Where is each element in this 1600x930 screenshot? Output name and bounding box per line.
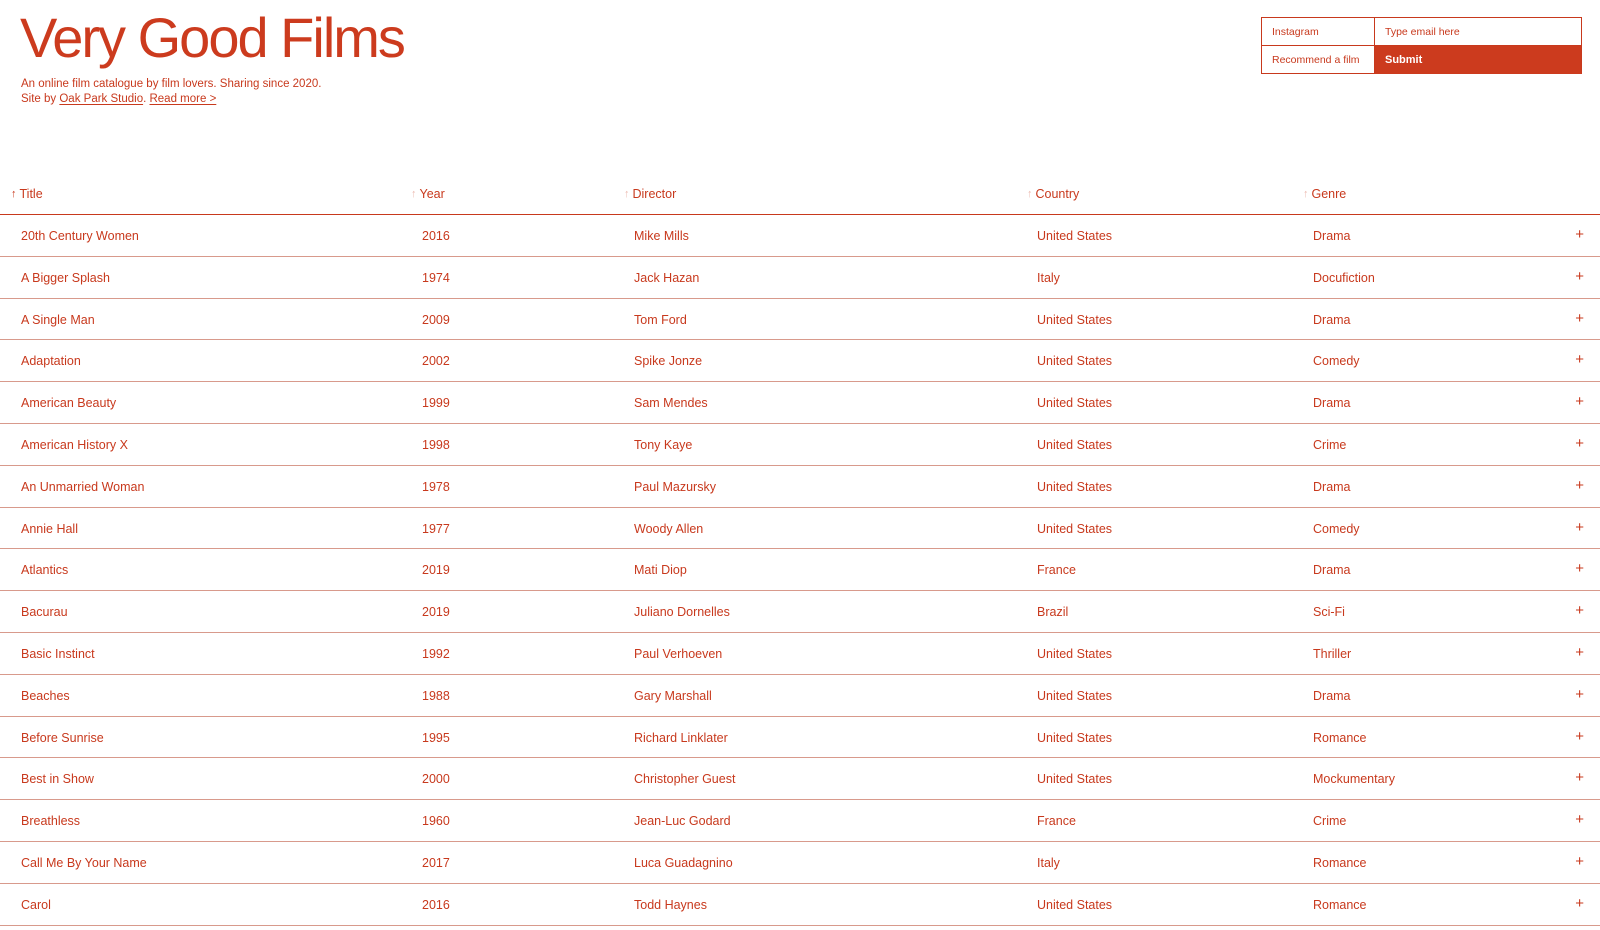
cell-genre: Sci-Fi	[1313, 605, 1345, 620]
cell-title: A Bigger Splash	[21, 270, 110, 285]
oak-park-studio-link[interactable]: Oak Park Studio	[59, 93, 144, 105]
cell-director: Todd Haynes	[634, 897, 707, 912]
cell-title: Atlantics	[21, 563, 69, 578]
expand-plus-icon[interactable]: +	[1575, 811, 1584, 829]
cell-title: Basic Instinct	[21, 646, 95, 661]
cell-year: 1998	[422, 437, 450, 452]
cell-genre: Mockumentary	[1313, 772, 1395, 787]
table-row[interactable]	[0, 758, 1600, 800]
cell-director: Luca Guadagnino	[634, 855, 733, 870]
cell-country: United States	[1037, 730, 1113, 745]
table-header	[0, 173, 1600, 215]
cell-year: 1978	[422, 479, 450, 494]
recommend-film-label: Recommend a film	[1262, 46, 1375, 74]
cell-genre: Drama	[1313, 229, 1351, 243]
cell-director: Tom Ford	[634, 312, 687, 327]
expand-plus-icon[interactable]: +	[1575, 643, 1584, 661]
cell-title: Bacurau	[21, 605, 68, 620]
instagram-link[interactable]: Instagram	[1262, 18, 1375, 46]
cell-country: United States	[1037, 354, 1113, 369]
cell-director: Juliano Dornelles	[634, 605, 730, 620]
expand-plus-icon[interactable]: +	[1575, 769, 1584, 787]
cell-country: France	[1037, 814, 1076, 829]
cell-country: United States	[1037, 479, 1113, 494]
cell-director: Richard Linklater	[634, 730, 728, 745]
table-row[interactable]	[0, 549, 1600, 591]
credit-prefix: Site by	[21, 93, 60, 105]
cell-country: United States	[1037, 521, 1113, 536]
sort-arrow-icon: ↑	[1303, 188, 1309, 200]
cell-title: Carol	[21, 897, 51, 912]
cell-year: 2016	[422, 229, 450, 243]
column-header-genre[interactable]	[1303, 187, 1346, 201]
column-header-country[interactable]	[1027, 187, 1079, 201]
cell-country: United States	[1037, 897, 1113, 912]
sort-arrow-icon: ↑	[624, 188, 630, 200]
cell-country: Italy	[1037, 855, 1060, 870]
cell-director: Christopher Guest	[634, 772, 736, 787]
email-input[interactable]	[1375, 18, 1581, 46]
cell-country: United States	[1037, 688, 1113, 703]
expand-plus-icon[interactable]: +	[1575, 434, 1584, 452]
cell-genre: Drama	[1313, 312, 1351, 327]
column-header-label: Year	[419, 187, 445, 201]
cell-title: Best in Show	[21, 772, 94, 787]
column-header-label: Country	[1035, 187, 1080, 201]
table-row[interactable]	[0, 340, 1600, 382]
table-row[interactable]	[0, 633, 1600, 675]
table-row[interactable]	[0, 717, 1600, 759]
cell-director: Spike Jonze	[634, 354, 703, 369]
cell-title: Breathless	[21, 814, 81, 829]
column-header-label: Title	[19, 187, 43, 201]
cell-year: 1960	[422, 814, 450, 829]
cell-country: United States	[1037, 646, 1113, 661]
cell-country: France	[1037, 563, 1076, 578]
expand-plus-icon[interactable]: +	[1575, 602, 1584, 620]
cell-title: A Single Man	[21, 312, 95, 327]
cell-title: American Beauty	[21, 396, 117, 411]
submit-button[interactable]: Submit	[1375, 46, 1581, 74]
table-row[interactable]	[0, 466, 1600, 508]
credit-separator: .	[143, 93, 150, 105]
cell-genre: Romance	[1313, 855, 1367, 870]
table-row[interactable]	[0, 508, 1600, 550]
column-header-year[interactable]	[411, 187, 445, 201]
cell-country: United States	[1037, 772, 1113, 787]
cell-director: Paul Verhoeven	[634, 646, 723, 661]
expand-plus-icon[interactable]: +	[1575, 727, 1584, 745]
cell-genre: Comedy	[1313, 521, 1360, 536]
column-header-director[interactable]	[624, 187, 676, 201]
cell-title: American History X	[21, 437, 128, 452]
column-header-label: Genre	[1311, 187, 1347, 201]
cell-genre: Romance	[1313, 730, 1367, 745]
cell-title: Adaptation	[21, 354, 81, 369]
cell-year: 2009	[422, 312, 450, 327]
cell-year: 2016	[422, 897, 450, 912]
expand-plus-icon[interactable]: +	[1575, 685, 1584, 703]
sort-arrow-icon: ↑	[1027, 188, 1033, 200]
table-row[interactable]	[0, 257, 1600, 299]
expand-plus-icon[interactable]: +	[1575, 894, 1584, 912]
cell-year: 1995	[422, 730, 450, 745]
cell-title: Beaches	[21, 688, 70, 703]
column-header-label: Director	[632, 187, 677, 201]
cell-title: 20th Century Women	[21, 229, 139, 243]
cell-director: Jean-Luc Godard	[634, 814, 731, 829]
expand-plus-icon[interactable]: +	[1575, 852, 1584, 870]
tagline-text: An online film catalogue by film lovers. Sharing since 2020.	[21, 78, 322, 90]
expand-plus-icon[interactable]: +	[1575, 309, 1584, 327]
cell-country: United States	[1037, 229, 1113, 243]
cell-year: 1999	[422, 396, 450, 411]
table-row[interactable]	[0, 800, 1600, 842]
cell-year: 2017	[422, 855, 450, 870]
cell-genre: Drama	[1313, 688, 1351, 703]
site-title: Very Good Films	[20, 6, 404, 69]
table-row[interactable]	[0, 884, 1600, 926]
table-row[interactable]	[0, 675, 1600, 717]
table-row[interactable]	[0, 299, 1600, 341]
cell-country: United States	[1037, 312, 1113, 327]
films-table	[0, 173, 1600, 926]
credit-line	[21, 92, 321, 107]
cell-director: Woody Allen	[634, 521, 704, 536]
sort-arrow-icon: ↑	[11, 188, 17, 200]
expand-plus-icon[interactable]: +	[1575, 226, 1584, 243]
cell-year: 2002	[422, 354, 450, 369]
cell-year: 2000	[422, 772, 450, 787]
expand-plus-icon[interactable]: +	[1575, 476, 1584, 494]
cell-genre: Comedy	[1313, 354, 1360, 369]
cell-director: Paul Mazursky	[634, 479, 716, 494]
cell-country: Italy	[1037, 270, 1060, 285]
cell-genre: Drama	[1313, 563, 1351, 578]
cell-director: Tony Kaye	[634, 437, 693, 452]
sort-arrow-icon: ↑	[411, 188, 417, 200]
cell-director: Gary Marshall	[634, 688, 712, 703]
cell-genre: Crime	[1313, 814, 1347, 829]
cell-year: 1992	[422, 646, 450, 661]
table-row[interactable]	[0, 382, 1600, 424]
table-row[interactable]	[0, 215, 1600, 257]
cell-year: 1977	[422, 521, 450, 536]
cell-genre: Romance	[1313, 897, 1367, 912]
cell-director: Sam Mendes	[634, 396, 708, 411]
cell-title: Annie Hall	[21, 521, 78, 536]
expand-plus-icon[interactable]: +	[1575, 267, 1584, 285]
cell-year: 2019	[422, 605, 450, 620]
table-row[interactable]	[0, 842, 1600, 884]
cell-director: Mati Diop	[634, 563, 687, 578]
cell-country: Brazil	[1037, 605, 1069, 620]
expand-plus-icon[interactable]: +	[1575, 393, 1584, 411]
cell-genre: Crime	[1313, 437, 1347, 452]
cell-genre: Docufiction	[1313, 270, 1375, 285]
table-row[interactable]	[0, 591, 1600, 633]
cell-title: An Unmarried Woman	[21, 479, 145, 494]
cell-title: Call Me By Your Name	[21, 855, 147, 870]
cell-title: Before Sunrise	[21, 730, 104, 745]
cell-year: 1988	[422, 688, 450, 703]
cell-year: 1974	[422, 270, 450, 285]
expand-plus-icon[interactable]: +	[1575, 518, 1584, 536]
cell-year: 2019	[422, 563, 450, 578]
column-header-title[interactable]	[11, 187, 43, 201]
expand-plus-icon[interactable]: +	[1575, 351, 1584, 369]
cell-genre: Drama	[1313, 479, 1351, 494]
cell-director: Mike Mills	[634, 229, 689, 243]
cell-genre: Drama	[1313, 396, 1351, 411]
cell-country: United States	[1037, 396, 1113, 411]
cell-country: United States	[1037, 437, 1113, 452]
cell-genre: Thriller	[1313, 646, 1352, 661]
cell-director: Jack Hazan	[634, 270, 700, 285]
table-body	[0, 215, 1600, 926]
table-row[interactable]	[0, 424, 1600, 466]
expand-plus-icon[interactable]: +	[1575, 560, 1584, 578]
read-more-link[interactable]: Read more >	[149, 93, 217, 105]
recommend-form	[1261, 17, 1582, 74]
site-tagline	[21, 77, 321, 107]
